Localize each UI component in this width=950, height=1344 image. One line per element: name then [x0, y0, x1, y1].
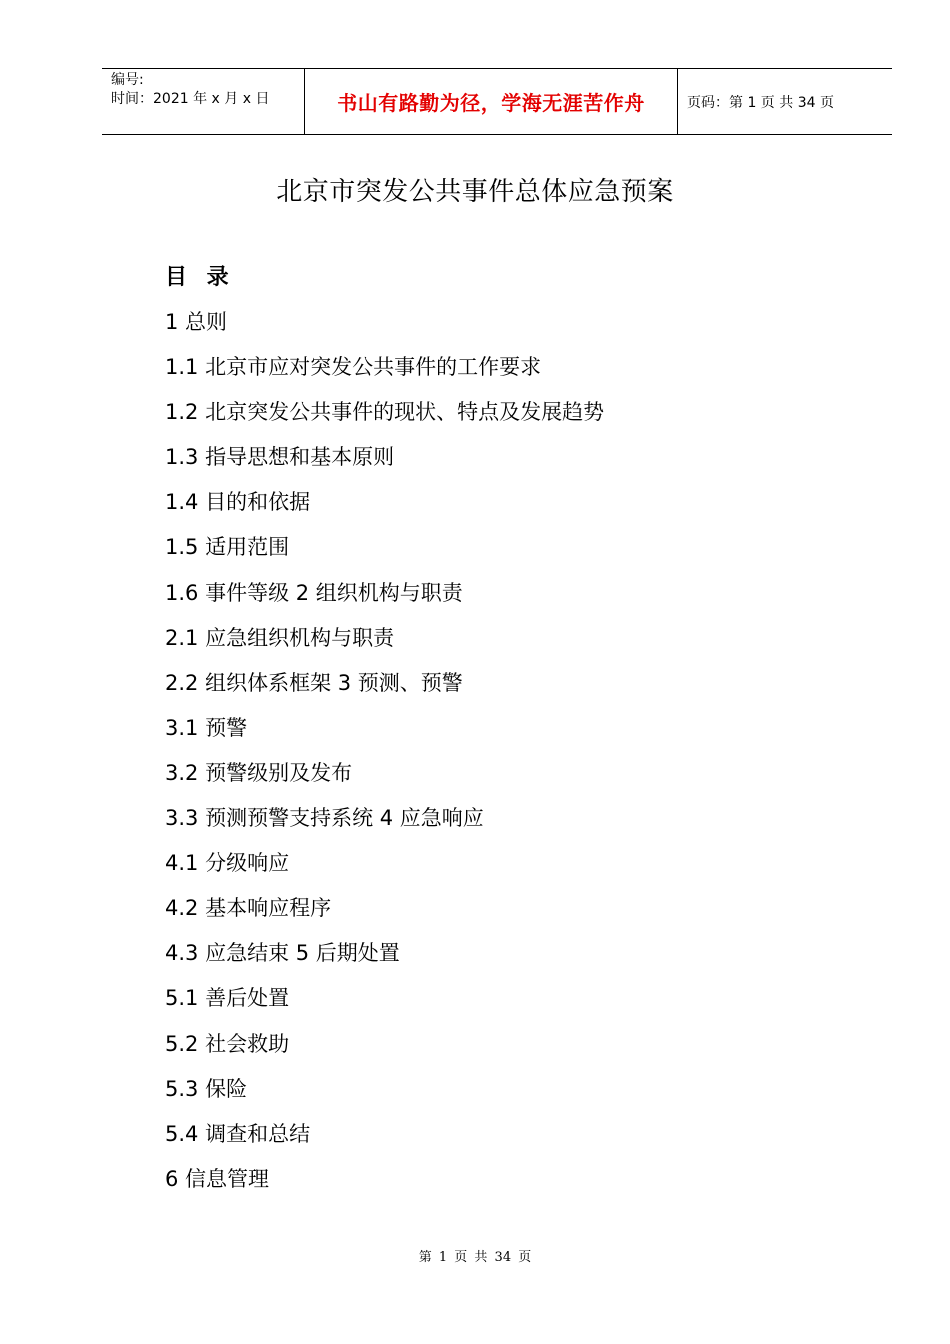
toc-item: 5.4 调查和总结	[165, 1121, 311, 1146]
toc-item: 4.1 分级响应	[165, 851, 290, 876]
toc-item: 5.1 善后处置	[165, 986, 290, 1011]
header-page-info: 页码：第 1 页 共 34 页	[687, 94, 834, 111]
page-footer: 第 1 页 共 34 页	[418, 1250, 532, 1265]
header-motto: 书山有路勤为径，学海无涯苦作舟	[304, 69, 678, 134]
toc-item: 5.3 保险	[165, 1076, 248, 1101]
toc-item: 6 信息管理	[165, 1166, 270, 1191]
toc-item: 1.6 事件等级 2 组织机构与职责	[165, 580, 463, 605]
toc-item: 1 总则	[165, 310, 228, 334]
page-header	[102, 68, 892, 135]
document-number-label: 编号:	[111, 72, 144, 88]
toc-item: 3.2 预警级别及发布	[165, 760, 353, 785]
document-title: 北京市突发公共事件总体应急预案	[276, 177, 674, 207]
toc-item: 4.2 基本响应程序	[165, 896, 332, 921]
toc-item: 1.2 北京突发公共事件的现状、特点及发展趋势	[165, 400, 605, 425]
toc-item: 4.3 应急结束 5 后期处置	[165, 941, 400, 966]
toc-item: 3.1 预警	[165, 715, 248, 740]
toc-item: 2.2 组织体系框架 3 预测、预警	[165, 670, 463, 695]
toc-item: 1.3 指导思想和基本原则	[165, 445, 395, 470]
toc-item: 1.4 目的和依据	[165, 490, 311, 515]
header-meta	[102, 69, 304, 134]
toc-item: 1.1 北京市应对突发公共事件的工作要求	[165, 355, 542, 380]
toc-item: 2.1 应急组织机构与职责	[165, 625, 395, 650]
toc-item: 5.2 社会救助	[165, 1031, 290, 1056]
table-of-contents	[165, 304, 604, 1206]
document-date: 时间：2021 年 x 月 x 日	[111, 91, 270, 107]
toc-heading: 目 录	[165, 265, 235, 290]
toc-item: 3.3 预测预警支持系统 4 应急响应	[165, 806, 484, 831]
toc-item: 1.5 适用范围	[165, 535, 290, 560]
